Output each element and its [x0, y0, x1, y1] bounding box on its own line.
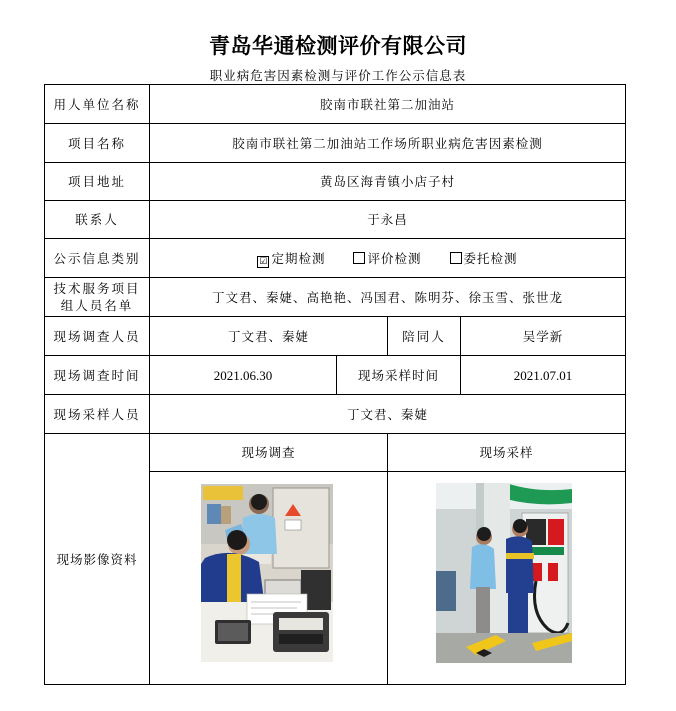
checkbox-icon[interactable] [450, 252, 462, 264]
option-label: 委托检测 [463, 250, 518, 266]
info-type-label: 公示信息类别 [53, 250, 141, 266]
survey-photo-header: 现场调查 [241, 445, 296, 460]
images-label: 现场影像资料 [56, 551, 138, 567]
sampling-time-value: 2021.07.01 [513, 367, 573, 383]
companion-label: 陪同人 [402, 328, 446, 344]
sampling-photo-header: 现场采样 [479, 445, 534, 460]
option-evaluation[interactable] [353, 250, 421, 267]
team-label [45, 278, 149, 316]
option-label: 评价检测 [367, 250, 422, 266]
sampling-staff-label: 现场采样人员 [53, 406, 141, 422]
contact-value: 于永昌 [367, 212, 408, 227]
companion-value: 吴学新 [522, 328, 564, 344]
employer-value: 胶南市联社第二加油站 [319, 96, 455, 112]
option-commissioned[interactable] [450, 250, 518, 267]
project-address-label: 项目地址 [67, 174, 126, 189]
project-address-value: 黄岛区海青镇小店子村 [319, 174, 455, 189]
checkbox-icon[interactable] [353, 252, 365, 264]
survey-photo [201, 484, 333, 662]
checkbox-checked-icon[interactable]: ☑ [259, 256, 268, 267]
survey-time-label: 现场调查时间 [53, 367, 141, 383]
survey-photo-image [201, 484, 333, 662]
info-type-options [150, 239, 625, 277]
sampling-photo [436, 483, 572, 663]
employer-label: 用人单位名称 [53, 96, 141, 112]
contact-label: 联系人 [75, 212, 119, 227]
company-title: 青岛华通检测评价有限公司 [209, 34, 467, 58]
option-label: 定期检测 [271, 250, 326, 266]
form-subtitle: 职业病危害因素检测与评价工作公示信息表 [209, 68, 467, 83]
team-label-line1: 技术服务项目 [53, 281, 141, 296]
info-table [44, 84, 626, 685]
survey-time-value: 2021.06.30 [213, 367, 273, 383]
sampling-photo-image [436, 483, 572, 663]
option-periodic[interactable] [257, 250, 325, 267]
sampling-staff-value: 丁文君、秦婕 [346, 406, 428, 422]
project-name-value: 胶南市联社第二加油站工作场所职业病危害因素检测 [232, 135, 543, 151]
sampling-time-label: 现场采样时间 [357, 367, 439, 383]
project-name-label: 项目名称 [67, 135, 126, 151]
survey-staff-label: 现场调查人员 [53, 328, 141, 344]
team-label-line2: 组人员名单 [60, 298, 134, 313]
survey-staff-value: 丁文君、秦婕 [227, 328, 309, 344]
team-value: 丁文君、秦婕、高艳艳、冯国君、陈明芬、徐玉雪、张世龙 [211, 289, 563, 305]
